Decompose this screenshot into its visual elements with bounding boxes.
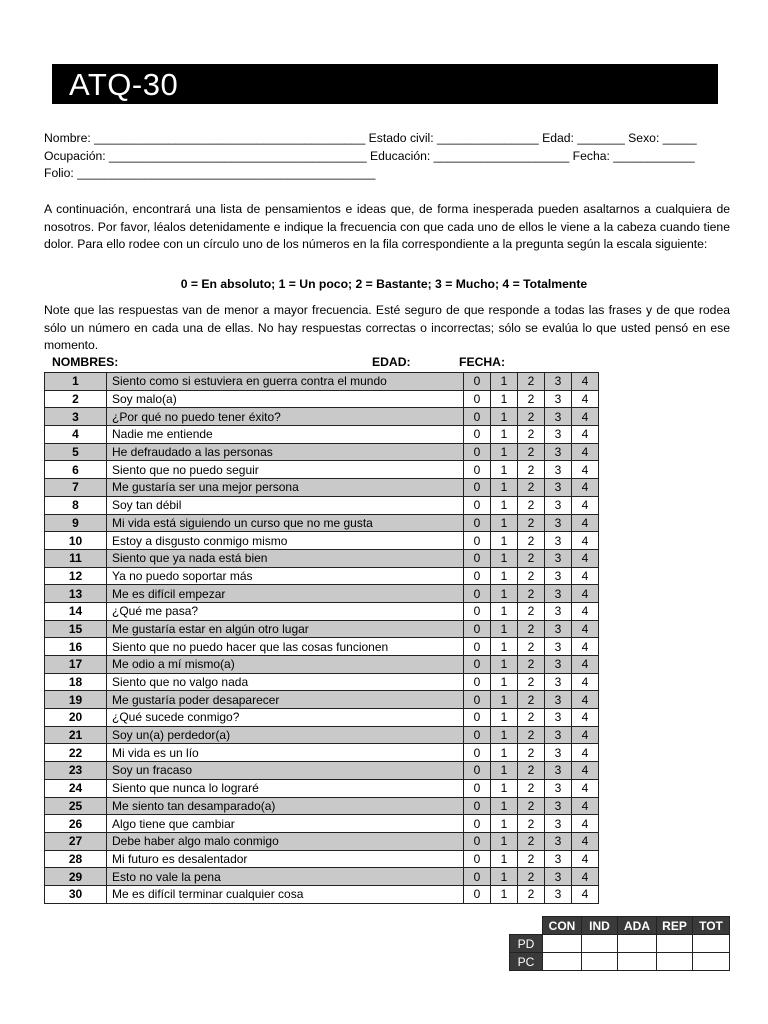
- item-number: 4: [45, 426, 107, 444]
- response-option[interactable]: 4: [572, 797, 599, 815]
- response-option[interactable]: 1: [491, 567, 518, 585]
- response-option[interactable]: 1: [491, 779, 518, 797]
- item-text: ¿Qué sucede conmigo?: [107, 709, 464, 727]
- score-row-header: PC: [510, 953, 543, 971]
- response-option[interactable]: 2: [518, 709, 545, 727]
- response-option[interactable]: 0: [464, 390, 491, 408]
- response-option[interactable]: 1: [491, 832, 518, 850]
- response-option[interactable]: 4: [572, 443, 599, 461]
- response-option[interactable]: 3: [545, 443, 572, 461]
- response-option[interactable]: 3: [545, 709, 572, 727]
- header-fecha: FECHA:: [459, 355, 506, 369]
- item-number: 14: [45, 602, 107, 620]
- score-cell[interactable]: [657, 935, 693, 953]
- response-option[interactable]: 2: [518, 797, 545, 815]
- table-row: [45, 850, 599, 868]
- table-row: [45, 726, 599, 744]
- item-number: 7: [45, 479, 107, 497]
- score-cell[interactable]: [618, 953, 657, 971]
- response-option[interactable]: 4: [572, 656, 599, 674]
- item-text: Siento que no puedo seguir: [107, 461, 464, 479]
- response-option[interactable]: 2: [518, 549, 545, 567]
- response-option[interactable]: 4: [572, 461, 599, 479]
- title-bar: [52, 64, 718, 104]
- response-option[interactable]: 2: [518, 832, 545, 850]
- response-option[interactable]: 2: [518, 585, 545, 603]
- item-number: 17: [45, 656, 107, 674]
- item-text: Me es difícil terminar cualquier cosa: [107, 885, 464, 903]
- response-option[interactable]: 0: [464, 779, 491, 797]
- response-option[interactable]: 3: [545, 496, 572, 514]
- item-number: 23: [45, 762, 107, 780]
- response-option[interactable]: 0: [464, 638, 491, 656]
- response-option[interactable]: 3: [545, 726, 572, 744]
- item-number: 11: [45, 549, 107, 567]
- item-text: Mi vida está siguiendo un curso que no me gusta: [107, 514, 464, 532]
- response-option[interactable]: 0: [464, 514, 491, 532]
- response-option[interactable]: 2: [518, 673, 545, 691]
- table-row: [45, 514, 599, 532]
- response-option[interactable]: 3: [545, 850, 572, 868]
- response-option[interactable]: 1: [491, 797, 518, 815]
- response-option[interactable]: 0: [464, 850, 491, 868]
- table-row: [45, 620, 599, 638]
- response-option[interactable]: 2: [518, 426, 545, 444]
- score-row: [510, 935, 730, 953]
- response-option[interactable]: 2: [518, 656, 545, 674]
- table-row: [45, 461, 599, 479]
- item-number: 24: [45, 779, 107, 797]
- response-option[interactable]: 4: [572, 815, 599, 833]
- response-option[interactable]: 4: [572, 885, 599, 903]
- response-option[interactable]: 4: [572, 602, 599, 620]
- response-option[interactable]: 2: [518, 443, 545, 461]
- response-option[interactable]: 0: [464, 549, 491, 567]
- score-cell[interactable]: [582, 953, 618, 971]
- score-header-row: [510, 917, 730, 935]
- table-row: [45, 549, 599, 567]
- response-option[interactable]: 1: [491, 850, 518, 868]
- response-option[interactable]: 0: [464, 868, 491, 886]
- response-option[interactable]: 2: [518, 620, 545, 638]
- response-option[interactable]: 2: [518, 479, 545, 497]
- response-option[interactable]: 1: [491, 638, 518, 656]
- response-option[interactable]: 2: [518, 461, 545, 479]
- response-option[interactable]: 2: [518, 691, 545, 709]
- table-row: [45, 744, 599, 762]
- response-option[interactable]: 1: [491, 602, 518, 620]
- item-text: Me gustaría ser una mejor persona: [107, 479, 464, 497]
- response-option[interactable]: 4: [572, 726, 599, 744]
- response-option[interactable]: 4: [572, 709, 599, 727]
- table-row: [45, 656, 599, 674]
- score-row: [510, 953, 730, 971]
- response-option[interactable]: 2: [518, 638, 545, 656]
- item-number: 10: [45, 532, 107, 550]
- response-option[interactable]: 1: [491, 691, 518, 709]
- response-option[interactable]: 0: [464, 479, 491, 497]
- item-text: Siento que ya nada está bien: [107, 549, 464, 567]
- page-title: ATQ-30: [69, 67, 179, 102]
- item-text: Ya no puedo soportar más: [107, 567, 464, 585]
- table-row: [45, 779, 599, 797]
- response-option[interactable]: 4: [572, 567, 599, 585]
- form-line-occupation[interactable]: Ocupación: ______________________________________ Educación: ____________________ Fecha: ____________: [44, 149, 695, 163]
- response-option[interactable]: 3: [545, 656, 572, 674]
- response-option[interactable]: 4: [572, 868, 599, 886]
- response-option[interactable]: 0: [464, 496, 491, 514]
- response-option[interactable]: 3: [545, 479, 572, 497]
- item-text: He defraudado a las personas: [107, 443, 464, 461]
- response-option[interactable]: 0: [464, 885, 491, 903]
- response-option[interactable]: 4: [572, 638, 599, 656]
- response-option[interactable]: 4: [572, 779, 599, 797]
- response-option[interactable]: 2: [518, 373, 545, 391]
- response-option[interactable]: 3: [545, 620, 572, 638]
- item-number: 1: [45, 373, 107, 391]
- table-row: [45, 390, 599, 408]
- response-option[interactable]: 0: [464, 691, 491, 709]
- item-text: Me es difícil empezar: [107, 585, 464, 603]
- response-option[interactable]: 4: [572, 532, 599, 550]
- table-row: [45, 691, 599, 709]
- response-option[interactable]: 2: [518, 850, 545, 868]
- response-option[interactable]: 0: [464, 709, 491, 727]
- response-option[interactable]: 1: [491, 656, 518, 674]
- item-text: Me gustaría poder desaparecer: [107, 691, 464, 709]
- response-option[interactable]: 2: [518, 567, 545, 585]
- item-text: Estoy a disgusto conmigo mismo: [107, 532, 464, 550]
- score-cell[interactable]: [618, 935, 657, 953]
- item-text: Algo tiene que cambiar: [107, 815, 464, 833]
- response-option[interactable]: 0: [464, 673, 491, 691]
- response-option[interactable]: 3: [545, 532, 572, 550]
- item-number: 9: [45, 514, 107, 532]
- item-text: Soy un fracaso: [107, 762, 464, 780]
- response-option[interactable]: 1: [491, 461, 518, 479]
- score-column-header: ADA: [618, 917, 657, 935]
- score-column-header: TOT: [693, 917, 730, 935]
- response-option[interactable]: 3: [545, 762, 572, 780]
- item-number: 12: [45, 567, 107, 585]
- response-option[interactable]: 4: [572, 390, 599, 408]
- response-option[interactable]: 1: [491, 709, 518, 727]
- note-text: Note que las respuestas van de menor a mayor frecuencia. Esté seguro de que responde a todas las frases y de que rodea sólo un número en cada una de ellas. No hay respuestas correctas o incorrectas; sólo se evalúa lo que usted pensó en ese momento.: [44, 303, 730, 352]
- response-option[interactable]: 1: [491, 620, 518, 638]
- response-option[interactable]: 1: [491, 549, 518, 567]
- response-option[interactable]: 4: [572, 832, 599, 850]
- response-option[interactable]: 0: [464, 585, 491, 603]
- response-option[interactable]: 1: [491, 514, 518, 532]
- response-option[interactable]: 4: [572, 408, 599, 426]
- table-row: [45, 602, 599, 620]
- response-option[interactable]: 3: [545, 832, 572, 850]
- response-option[interactable]: 4: [572, 585, 599, 603]
- item-text: Mi vida es un lío: [107, 744, 464, 762]
- table-row: [45, 832, 599, 850]
- item-number: 13: [45, 585, 107, 603]
- response-option[interactable]: 0: [464, 567, 491, 585]
- response-option[interactable]: 2: [518, 815, 545, 833]
- form-line-folio[interactable]: Folio: ____________________________________________: [44, 166, 376, 180]
- header-nombres: NOMBRES:: [52, 355, 119, 369]
- item-text: Nadie me entiende: [107, 426, 464, 444]
- response-option[interactable]: 3: [545, 868, 572, 886]
- response-option[interactable]: 0: [464, 762, 491, 780]
- table-row: [45, 567, 599, 585]
- item-number: 27: [45, 832, 107, 850]
- response-option[interactable]: 3: [545, 408, 572, 426]
- item-number: 26: [45, 815, 107, 833]
- response-option[interactable]: 3: [545, 815, 572, 833]
- response-option[interactable]: 1: [491, 815, 518, 833]
- item-text: Siento que no puedo hacer que las cosas funcionen: [107, 638, 464, 656]
- response-option[interactable]: 1: [491, 762, 518, 780]
- response-option[interactable]: 0: [464, 602, 491, 620]
- response-option[interactable]: 3: [545, 744, 572, 762]
- item-number: 19: [45, 691, 107, 709]
- response-option[interactable]: 2: [518, 762, 545, 780]
- item-number: 15: [45, 620, 107, 638]
- score-column-header: REP: [657, 917, 693, 935]
- score-corner: [510, 917, 543, 935]
- response-option[interactable]: 1: [491, 426, 518, 444]
- response-option[interactable]: 1: [491, 373, 518, 391]
- response-option[interactable]: 4: [572, 850, 599, 868]
- response-option[interactable]: 3: [545, 514, 572, 532]
- response-option[interactable]: 3: [545, 426, 572, 444]
- response-option[interactable]: 0: [464, 461, 491, 479]
- response-option[interactable]: 0: [464, 726, 491, 744]
- item-number: 22: [45, 744, 107, 762]
- response-option[interactable]: 1: [491, 408, 518, 426]
- score-cell[interactable]: [657, 953, 693, 971]
- response-option[interactable]: 2: [518, 868, 545, 886]
- response-option[interactable]: 4: [572, 762, 599, 780]
- table-row: [45, 426, 599, 444]
- item-number: 5: [45, 443, 107, 461]
- response-option[interactable]: 2: [518, 408, 545, 426]
- response-option[interactable]: 0: [464, 656, 491, 674]
- item-text: Siento como si estuviera en guerra contra el mundo: [107, 373, 464, 391]
- response-option[interactable]: 3: [545, 779, 572, 797]
- item-text: Soy un(a) perdedor(a): [107, 726, 464, 744]
- response-option[interactable]: 1: [491, 390, 518, 408]
- response-option[interactable]: 0: [464, 426, 491, 444]
- response-option[interactable]: 0: [464, 532, 491, 550]
- item-text: Debe haber algo malo conmigo: [107, 832, 464, 850]
- response-option[interactable]: 0: [464, 620, 491, 638]
- score-cell[interactable]: [582, 935, 618, 953]
- response-option[interactable]: 4: [572, 691, 599, 709]
- table-row: [45, 815, 599, 833]
- response-option[interactable]: 4: [572, 373, 599, 391]
- score-cell[interactable]: [543, 935, 582, 953]
- table-row: [45, 408, 599, 426]
- response-option[interactable]: 3: [545, 885, 572, 903]
- response-option[interactable]: 4: [572, 673, 599, 691]
- scale-legend: 0 = En absoluto; 1 = Un poco; 2 = Bastante; 3 = Mucho; 4 = Totalmente: [180, 277, 588, 291]
- table-row: [45, 868, 599, 886]
- response-option[interactable]: 3: [545, 602, 572, 620]
- response-option[interactable]: 4: [572, 514, 599, 532]
- table-row: [45, 762, 599, 780]
- score-cell[interactable]: [693, 953, 730, 971]
- response-option[interactable]: 2: [518, 496, 545, 514]
- table-row: [45, 443, 599, 461]
- response-option[interactable]: 4: [572, 496, 599, 514]
- table-row: [45, 638, 599, 656]
- item-text: Soy tan débil: [107, 496, 464, 514]
- response-option[interactable]: 3: [545, 585, 572, 603]
- response-option[interactable]: 0: [464, 797, 491, 815]
- table-row: [45, 797, 599, 815]
- response-option[interactable]: 2: [518, 602, 545, 620]
- response-option[interactable]: 0: [464, 815, 491, 833]
- item-number: 18: [45, 673, 107, 691]
- response-option[interactable]: 0: [464, 373, 491, 391]
- score-cell[interactable]: [693, 935, 730, 953]
- response-option[interactable]: 1: [491, 744, 518, 762]
- score-column-header: IND: [582, 917, 618, 935]
- questionnaire-table: [44, 372, 599, 904]
- table-row: [45, 532, 599, 550]
- item-text: Soy malo(a): [107, 390, 464, 408]
- response-option[interactable]: 3: [545, 797, 572, 815]
- response-option[interactable]: 3: [545, 461, 572, 479]
- item-number: 21: [45, 726, 107, 744]
- table-row: [45, 496, 599, 514]
- response-option[interactable]: 3: [545, 549, 572, 567]
- header-edad: EDAD:: [372, 355, 411, 369]
- response-option[interactable]: 4: [572, 620, 599, 638]
- item-text: ¿Por qué no puedo tener éxito?: [107, 408, 464, 426]
- response-option[interactable]: 0: [464, 744, 491, 762]
- response-option[interactable]: 2: [518, 885, 545, 903]
- response-option[interactable]: 2: [518, 514, 545, 532]
- response-option[interactable]: 1: [491, 443, 518, 461]
- response-option[interactable]: 0: [464, 408, 491, 426]
- item-number: 16: [45, 638, 107, 656]
- instructions-text: A continuación, encontrará una lista de pensamientos e ideas que, de forma inesperada pueden asaltarnos a cualquiera de nosotros. Por favor, léalos detenidamente e indique la frecuencia con que cada uno de ellos le viene a la cabeza cuando tiene dolor. Para ello rodee con un círculo uno de los números en la fila correspondiente a la pregunta según la escala siguiente:: [44, 202, 730, 251]
- score-cell[interactable]: [543, 953, 582, 971]
- response-option[interactable]: 3: [545, 691, 572, 709]
- response-option[interactable]: 4: [572, 426, 599, 444]
- item-text: Me siento tan desamparado(a): [107, 797, 464, 815]
- response-option[interactable]: 3: [545, 567, 572, 585]
- response-option[interactable]: 1: [491, 532, 518, 550]
- response-option[interactable]: 1: [491, 726, 518, 744]
- item-number: 2: [45, 390, 107, 408]
- response-option[interactable]: 3: [545, 390, 572, 408]
- response-option[interactable]: 0: [464, 832, 491, 850]
- response-option[interactable]: 2: [518, 779, 545, 797]
- item-text: ¿Qué me pasa?: [107, 602, 464, 620]
- response-option[interactable]: 1: [491, 479, 518, 497]
- response-option[interactable]: 3: [545, 673, 572, 691]
- item-number: 6: [45, 461, 107, 479]
- response-option[interactable]: 1: [491, 868, 518, 886]
- response-option[interactable]: 4: [572, 744, 599, 762]
- item-text: Siento que nunca lo lograré: [107, 779, 464, 797]
- item-text: Siento que no valgo nada: [107, 673, 464, 691]
- response-option[interactable]: 3: [545, 373, 572, 391]
- item-number: 30: [45, 885, 107, 903]
- table-row: [45, 673, 599, 691]
- response-option[interactable]: 1: [491, 673, 518, 691]
- response-option[interactable]: 1: [491, 585, 518, 603]
- response-option[interactable]: 3: [545, 638, 572, 656]
- response-option[interactable]: 2: [518, 726, 545, 744]
- response-option[interactable]: 4: [572, 479, 599, 497]
- response-option[interactable]: 1: [491, 885, 518, 903]
- item-number: 20: [45, 709, 107, 727]
- score-row-header: PD: [510, 935, 543, 953]
- item-number: 3: [45, 408, 107, 426]
- score-table: [509, 916, 730, 971]
- table-row: [45, 585, 599, 603]
- table-row: [45, 709, 599, 727]
- item-number: 29: [45, 868, 107, 886]
- table-row: [45, 479, 599, 497]
- item-number: 28: [45, 850, 107, 868]
- response-option[interactable]: 2: [518, 390, 545, 408]
- item-text: Me gustaría estar en algún otro lugar: [107, 620, 464, 638]
- response-option[interactable]: 0: [464, 443, 491, 461]
- item-text: Me odio a mí mismo(a): [107, 656, 464, 674]
- item-number: 25: [45, 797, 107, 815]
- response-option[interactable]: 1: [491, 496, 518, 514]
- response-option[interactable]: 4: [572, 549, 599, 567]
- score-column-header: CON: [543, 917, 582, 935]
- item-text: Mi futuro es desalentador: [107, 850, 464, 868]
- table-row: [45, 373, 599, 391]
- response-option[interactable]: 2: [518, 532, 545, 550]
- item-text: Esto no vale la pena: [107, 868, 464, 886]
- item-number: 8: [45, 496, 107, 514]
- table-row: [45, 885, 599, 903]
- form-line-personal[interactable]: Nombre: ________________________________________ Estado civil: _______________ Edad: _______ Sexo: _____: [44, 131, 697, 145]
- response-option[interactable]: 2: [518, 744, 545, 762]
